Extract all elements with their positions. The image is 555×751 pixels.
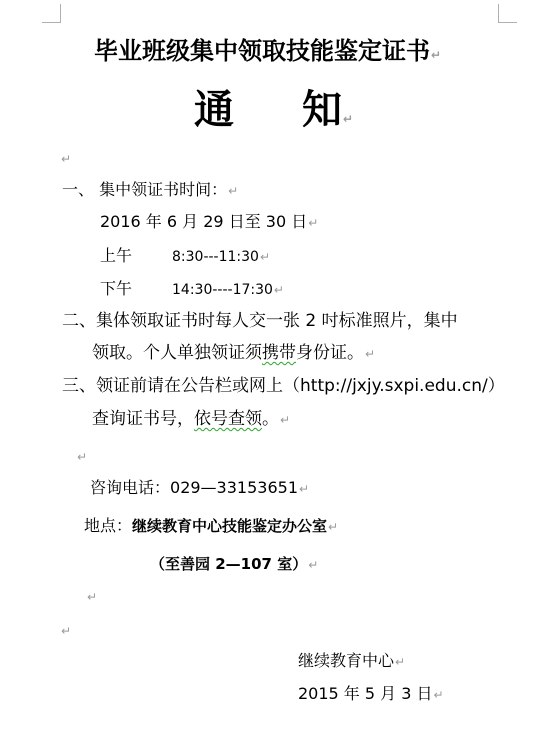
section-3-line-1	[62, 376, 505, 396]
paragraph-mark: ↵	[87, 590, 98, 604]
section-3-text-end: 。	[262, 409, 279, 429]
heading-char-2: 知	[302, 87, 342, 133]
heading-char-1: 通	[194, 87, 234, 133]
section-1-afternoon	[100, 279, 284, 300]
section-1-date	[100, 212, 318, 233]
empty-paragraph	[60, 620, 71, 641]
spellcheck-marked-text: 携带	[262, 343, 296, 363]
afternoon-time: 14:30----17:30	[172, 282, 273, 298]
empty-paragraph	[86, 586, 97, 607]
location-label: 地点：	[84, 516, 133, 535]
room-number: （至善园 2—107 室）	[150, 555, 308, 573]
paragraph-mark: ↵	[365, 347, 376, 361]
paragraph-mark: ↵	[77, 450, 88, 464]
empty-paragraph	[76, 446, 87, 467]
section-1-label: 一、 集中领证书时间：	[62, 180, 228, 199]
section-2-text: 二、集体领取证书时每人交一张 2 吋标准照片，集中	[62, 311, 458, 331]
morning-time: 8:30---11:30	[172, 249, 259, 265]
organization-name: 继续教育中心	[298, 651, 395, 670]
paragraph-mark: ↵	[328, 520, 339, 534]
paragraph-mark: ↵	[273, 283, 284, 297]
paragraph-mark: ↵	[433, 688, 444, 702]
paragraph-mark: ↵	[61, 152, 72, 166]
phone-label: 咨询电话：	[90, 478, 171, 497]
section-1-morning	[100, 246, 270, 267]
document-title	[94, 36, 441, 70]
signature-organization	[298, 651, 405, 672]
signature-date	[298, 684, 444, 705]
margin-corner-top-right	[498, 4, 517, 23]
location-room	[150, 554, 318, 575]
contact-phone	[90, 478, 309, 499]
section-2-line-2	[92, 343, 375, 364]
section-3-text-cont: 查询证书号，	[92, 409, 194, 429]
spellcheck-marked-text: 依号查领	[194, 409, 262, 429]
paragraph-mark: ↵	[343, 112, 354, 126]
section-2-text-end: 身份证。	[296, 343, 364, 363]
title-text: 毕业班级集中领取技能鉴定证书	[94, 37, 430, 65]
section-2-text-cont: 领取。个人单独领证须	[92, 343, 262, 363]
empty-paragraph	[60, 148, 71, 169]
section-3-line-2	[92, 409, 290, 430]
notice-heading	[194, 86, 353, 143]
margin-corner-top-left	[42, 4, 61, 23]
section-2-line-1	[62, 311, 458, 331]
paragraph-mark: ↵	[259, 250, 271, 264]
morning-label: 上午	[100, 246, 133, 265]
date-range: 2016 年 6 月 29 日至 30 日	[100, 212, 308, 231]
section-1-heading	[62, 180, 238, 201]
section-3-text: 三、领证前请在公告栏或网上（http://jxjy.sxpi.edu.cn/）	[62, 376, 505, 396]
paragraph-mark: ↵	[61, 624, 72, 638]
location-value: 继续教育中心技能鉴定办公室	[132, 517, 328, 535]
paragraph-mark: ↵	[308, 558, 319, 572]
paragraph-mark: ↵	[431, 48, 442, 62]
paragraph-mark: ↵	[228, 184, 239, 198]
paragraph-mark: ↵	[280, 413, 291, 427]
paragraph-mark: ↵	[395, 655, 406, 669]
issue-date: 2015 年 5 月 3 日	[298, 684, 433, 703]
location	[84, 516, 338, 537]
paragraph-mark: ↵	[308, 216, 319, 230]
afternoon-label: 下午	[100, 279, 133, 298]
phone-number: 029—33153651	[170, 478, 298, 497]
paragraph-mark: ↵	[299, 482, 310, 496]
